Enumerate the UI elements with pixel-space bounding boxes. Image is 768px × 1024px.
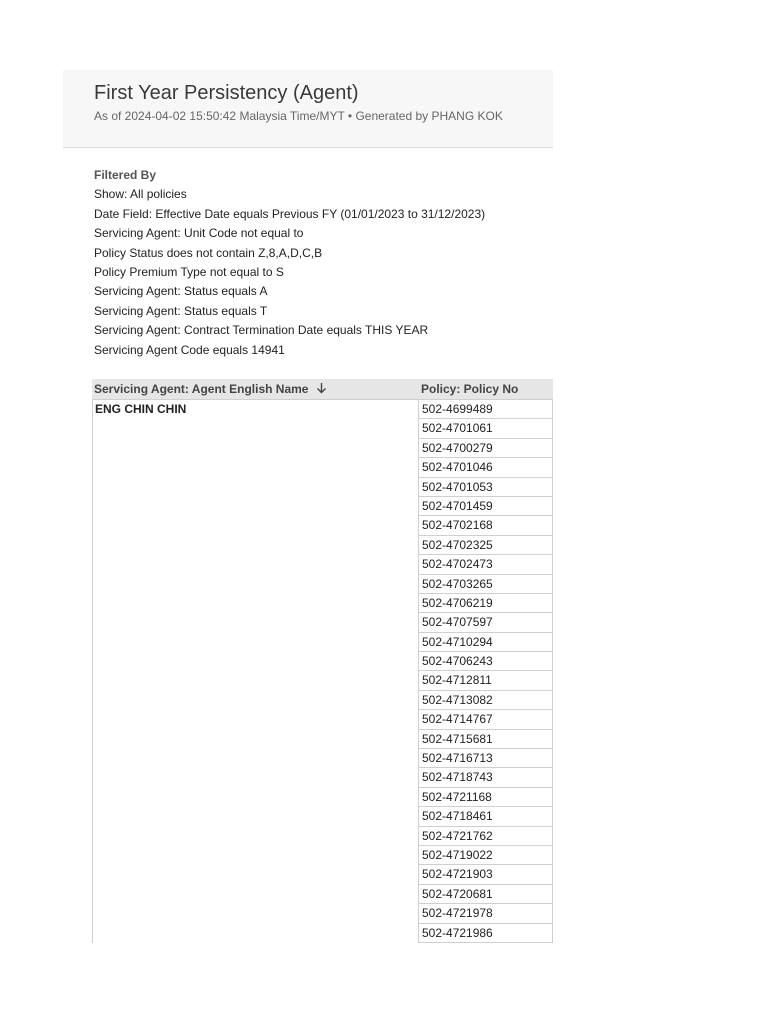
policy-number-cell: 502-4720681 [418,885,553,904]
policy-number-cell: 502-4702168 [418,516,553,535]
table-body [92,400,553,943]
filter-line: Servicing Agent: Status equals T [94,303,268,318]
policy-number-cell: 502-4703265 [418,575,553,594]
policy-number-cell: 502-4702325 [418,536,553,555]
policy-number-cell: 502-4701061 [418,419,553,438]
policy-number-column [418,400,553,943]
policy-number-cell: 502-4701046 [418,458,553,477]
policy-number-cell: 502-4718461 [418,807,553,826]
report-table [92,379,553,943]
policy-number-cell: 502-4712811 [418,671,553,690]
report-title: First Year Persistency (Agent) [94,82,359,104]
policy-number-cell: 502-4715681 [418,730,553,749]
agent-name-cell: ENG CHIN CHIN [92,400,418,943]
policy-number-cell: 502-4721762 [418,827,553,846]
policy-number-cell: 502-4701459 [418,497,553,516]
table-header-row [92,379,553,400]
filter-line: Servicing Agent: Status equals A [94,284,268,299]
policy-number-cell: 502-4699489 [418,400,553,419]
policy-number-cell: 502-4707597 [418,613,553,632]
filter-line: Show: All policies [94,187,187,202]
policy-number-cell: 502-4721168 [418,788,553,807]
filter-line: Policy Status does not contain Z,8,A,D,C,B [94,245,323,260]
filter-summary [94,166,564,360]
policy-number-cell: 502-4702473 [418,555,553,574]
column-header-policy-no[interactable]: Policy: Policy No [421,382,519,396]
policy-number-cell: 502-4718743 [418,768,553,787]
policy-number-cell: 502-4710294 [418,633,553,652]
report-subtitle: As of 2024-04-02 15:50:42 Malaysia Time/MYT • Generated by PHANG KOK [94,109,503,123]
policy-number-cell: 502-4716713 [418,749,553,768]
filter-line: Date Field: Effective Date equals Previous FY (01/01/2023 to 31/12/2023) [94,206,486,221]
arrow-down-icon[interactable] [316,379,327,399]
policy-number-cell: 502-4706243 [418,652,553,671]
report-header [63,70,553,148]
filters-heading: Filtered By [94,168,157,182]
policy-number-cell: 502-4721903 [418,865,553,884]
column-header-agent-name[interactable] [92,379,418,399]
policy-number-cell: 502-4714767 [418,710,553,729]
policy-number-cell: 502-4721986 [418,924,553,943]
policy-number-cell: 502-4700279 [418,439,553,458]
filter-line: Servicing Agent Code equals 14941 [94,342,285,357]
policy-number-cell: 502-4706219 [418,594,553,613]
filter-list [94,185,564,360]
policy-number-cell: 502-4719022 [418,846,553,865]
policy-number-cell: 502-4721978 [418,904,553,923]
filter-line: Servicing Agent: Contract Termination Date equals THIS YEAR [94,323,429,338]
column-header-agent-name-label: Servicing Agent: Agent English Name [94,382,309,396]
filter-line: Servicing Agent: Unit Code not equal to [94,226,304,241]
policy-number-cell: 502-4713082 [418,691,553,710]
policy-number-cell: 502-4701053 [418,478,553,497]
filter-line: Policy Premium Type not equal to S [94,265,284,280]
